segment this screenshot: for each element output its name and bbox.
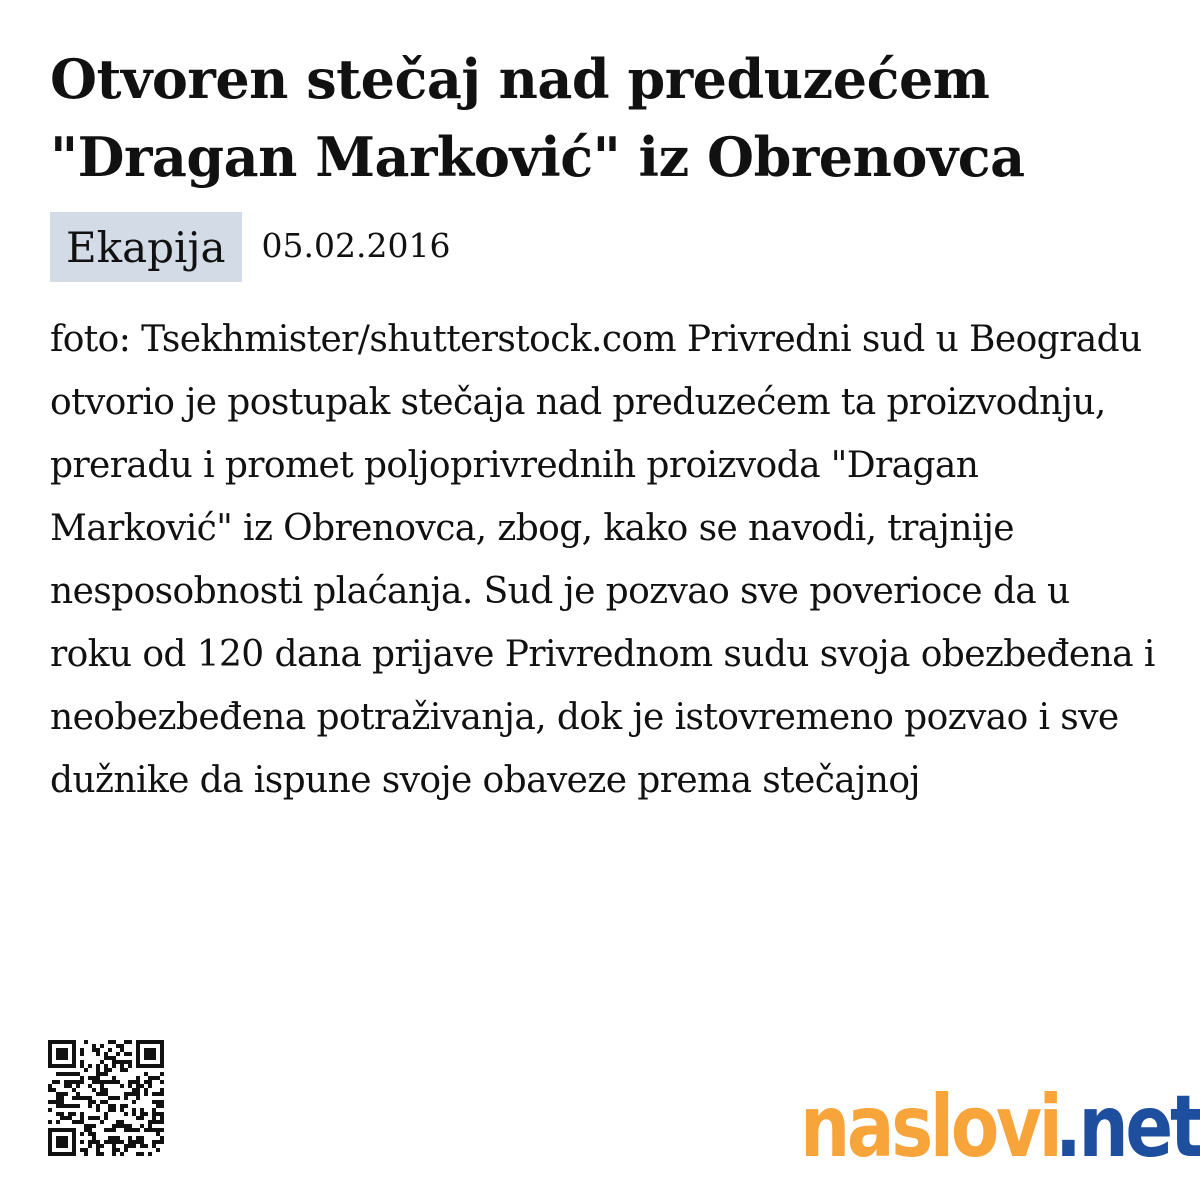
qr-module (112, 1124, 116, 1128)
qr-module (88, 1100, 92, 1104)
qr-module (128, 1084, 132, 1088)
qr-module (116, 1044, 120, 1048)
qr-module (160, 1136, 164, 1140)
qr-module (92, 1136, 96, 1140)
qr-module (128, 1144, 132, 1148)
qr-module (100, 1060, 104, 1064)
qr-module (156, 1148, 160, 1152)
qr-module (108, 1080, 112, 1084)
qr-module (64, 1072, 68, 1076)
qr-module (124, 1112, 128, 1116)
qr-module (128, 1092, 132, 1096)
qr-module (124, 1148, 128, 1152)
qr-module (60, 1100, 64, 1104)
qr-module (60, 1092, 64, 1096)
qr-module (140, 1108, 144, 1112)
qr-module (64, 1084, 68, 1088)
qr-module (60, 1096, 64, 1100)
qr-module (72, 1096, 76, 1100)
qr-module (124, 1060, 128, 1064)
qr-module (84, 1096, 88, 1100)
qr-module (56, 1100, 60, 1104)
qr-module (104, 1072, 108, 1076)
qr-module (148, 1120, 152, 1124)
qr-module (80, 1116, 84, 1120)
qr-module (68, 1112, 72, 1116)
qr-module (124, 1068, 128, 1072)
qr-module (140, 1144, 144, 1148)
qr-module (48, 1120, 52, 1124)
qr-module (108, 1108, 112, 1112)
qr-module (160, 1104, 164, 1108)
qr-module (100, 1084, 104, 1088)
qr-module (48, 1088, 52, 1092)
qr-module (80, 1048, 84, 1052)
qr-module (100, 1072, 104, 1076)
qr-module (76, 1104, 80, 1108)
qr-module (152, 1120, 156, 1124)
qr-module (160, 1088, 164, 1092)
qr-module (112, 1096, 116, 1100)
qr-module (88, 1104, 92, 1108)
source-badge[interactable]: Ekapija (50, 212, 242, 282)
qr-module (80, 1052, 84, 1056)
qr-module (160, 1100, 164, 1104)
article-meta (50, 212, 450, 282)
qr-module (136, 1140, 140, 1144)
qr-module (160, 1116, 164, 1120)
qr-module (56, 1096, 60, 1100)
qr-module (76, 1092, 80, 1096)
qr-module (152, 1100, 156, 1104)
qr-module (132, 1080, 136, 1084)
qr-module (104, 1068, 108, 1072)
qr-module (116, 1080, 120, 1084)
qr-module (132, 1100, 136, 1104)
qr-module (148, 1084, 152, 1088)
qr-module (56, 1092, 60, 1096)
qr-module (120, 1124, 124, 1128)
qr-module (128, 1080, 132, 1084)
qr-module (88, 1124, 92, 1128)
qr-module (96, 1140, 100, 1144)
qr-module (108, 1128, 112, 1132)
qr-module (152, 1144, 156, 1148)
qr-module (80, 1080, 84, 1084)
qr-module (104, 1064, 108, 1068)
qr-module (64, 1104, 68, 1108)
qr-module (156, 1120, 160, 1124)
qr-module (52, 1080, 56, 1084)
qr-module (68, 1084, 72, 1088)
qr-module (100, 1100, 104, 1104)
qr-module (156, 1076, 160, 1080)
qr-module (160, 1092, 164, 1096)
qr-module (132, 1144, 136, 1148)
qr-module (100, 1088, 104, 1092)
qr-module (116, 1096, 120, 1100)
naslovi-net-logo[interactable] (800, 1060, 1200, 1177)
qr-module (132, 1128, 136, 1132)
logo-text-naslovi: naslovi (800, 1077, 1060, 1177)
qr-module (112, 1148, 116, 1152)
qr-module (136, 1080, 140, 1084)
qr-module (160, 1140, 164, 1144)
qr-module (132, 1088, 136, 1092)
qr-module (120, 1140, 124, 1144)
qr-module (120, 1068, 124, 1072)
qr-module (108, 1048, 112, 1052)
qr-module (148, 1128, 152, 1132)
qr-module (144, 1112, 148, 1116)
qr-module (132, 1108, 136, 1112)
qr-module (144, 1088, 148, 1092)
qr-module (72, 1088, 76, 1092)
qr-module (132, 1140, 136, 1144)
qr-module (120, 1152, 124, 1156)
qr-module (140, 1084, 144, 1088)
qr-module (72, 1112, 76, 1116)
qr-module (88, 1132, 92, 1136)
qr-module (84, 1040, 88, 1044)
qr-module (88, 1076, 92, 1080)
qr-module (76, 1072, 80, 1076)
qr-module (84, 1068, 88, 1072)
qr-module (136, 1136, 140, 1140)
qr-module (112, 1144, 116, 1148)
qr-module (96, 1068, 100, 1072)
qr-module (156, 1128, 160, 1132)
qr-module (88, 1128, 92, 1132)
qr-module (92, 1076, 96, 1080)
qr-module (148, 1080, 152, 1084)
qr-module (112, 1104, 116, 1108)
publish-date: 05.02.2016 (261, 226, 451, 265)
qr-module (140, 1140, 144, 1144)
qr-module (148, 1076, 152, 1080)
qr-module (108, 1104, 112, 1108)
qr-module (52, 1100, 56, 1104)
qr-module (68, 1080, 72, 1084)
qr-module (108, 1040, 112, 1044)
qr-module (128, 1040, 132, 1044)
qr-module (116, 1120, 120, 1124)
qr-module (128, 1064, 132, 1068)
qr-module (60, 1072, 64, 1076)
qr-module (76, 1120, 80, 1124)
qr-code-icon (48, 1040, 164, 1156)
qr-module (152, 1128, 156, 1132)
qr-module (100, 1152, 104, 1156)
qr-module (112, 1056, 116, 1060)
qr-module (128, 1124, 132, 1128)
qr-module (108, 1056, 112, 1060)
qr-module (56, 1104, 60, 1108)
qr-module (124, 1092, 128, 1096)
qr-module (92, 1132, 96, 1136)
qr-module (112, 1040, 116, 1044)
qr-module (84, 1128, 88, 1132)
qr-module (60, 1116, 64, 1120)
qr-module (96, 1052, 100, 1056)
qr-module (104, 1080, 108, 1084)
qr-module (136, 1088, 140, 1092)
qr-module (68, 1104, 72, 1108)
qr-module (152, 1108, 156, 1112)
qr-module (88, 1096, 92, 1100)
qr-module (52, 1088, 56, 1092)
qr-module (88, 1116, 92, 1120)
qr-module (124, 1040, 128, 1044)
qr-module (92, 1116, 96, 1120)
qr-module (56, 1112, 60, 1116)
qr-module (156, 1092, 160, 1096)
qr-module (112, 1076, 116, 1080)
qr-module (160, 1120, 164, 1124)
qr-module (148, 1124, 152, 1128)
qr-module (136, 1092, 140, 1096)
qr-module (136, 1152, 140, 1156)
qr-module (124, 1128, 128, 1132)
qr-module (140, 1124, 144, 1128)
qr-module (136, 1084, 140, 1088)
qr-module (96, 1108, 100, 1112)
qr-module (88, 1144, 92, 1148)
qr-module (136, 1128, 140, 1132)
qr-module (80, 1140, 84, 1144)
qr-module (104, 1052, 108, 1056)
qr-module (84, 1148, 88, 1152)
qr-module (104, 1092, 108, 1096)
qr-module (88, 1084, 92, 1088)
qr-module (92, 1088, 96, 1092)
qr-module (140, 1152, 144, 1156)
qr-module (80, 1064, 84, 1068)
qr-module (96, 1104, 100, 1108)
qr-module (60, 1104, 64, 1108)
qr-module (80, 1060, 84, 1064)
article-body-text: foto: Tsekhmister/shutterstock.com Privredni sud u Beogradu otvorio je postupak stečaja nad preduzećem ta proizvodnju, preradu i promet poljoprivrednih proizvoda "Dragan Marković" iz Obrenovca, zbog, kako se navodi, trajnije nesposobnosti plaćanja. Sud je pozvao sve poverioce da u roku od 120 dana prijave Privrednom sudu svoja obezbeđena i neobezbeđena potraživanja, dok je istovremeno pozvao i sve dužnike da ispune svoje obaveze prema stečajnoj (50, 319, 1155, 801)
qr-module (128, 1060, 132, 1064)
qr-module (120, 1044, 124, 1048)
qr-module (156, 1100, 160, 1104)
qr-module (108, 1140, 112, 1144)
qr-module (132, 1092, 136, 1096)
qr-module (116, 1060, 120, 1064)
qr-module (68, 1116, 72, 1120)
qr-module (100, 1120, 104, 1124)
qr-module (104, 1140, 108, 1144)
qr-module (120, 1048, 124, 1052)
qr-module (140, 1116, 144, 1120)
qr-module (92, 1100, 96, 1104)
qr-module (124, 1124, 128, 1128)
qr-module (120, 1064, 124, 1068)
qr-module (48, 1108, 52, 1112)
qr-module (104, 1088, 108, 1092)
qr-module (156, 1132, 160, 1136)
qr-module (96, 1092, 100, 1096)
qr-module (92, 1080, 96, 1084)
qr-module (108, 1068, 112, 1072)
qr-module (88, 1140, 92, 1144)
qr-module (48, 1100, 52, 1104)
qr-module (72, 1120, 76, 1124)
article-title: Otvoren stečaj nad preduzećem "Dragan Marković" iz Obrenovca (50, 47, 1025, 189)
qr-module (92, 1048, 96, 1052)
qr-module (72, 1072, 76, 1076)
qr-module (120, 1084, 124, 1088)
qr-module (120, 1060, 124, 1064)
qr-module (120, 1108, 124, 1112)
qr-module (68, 1072, 72, 1076)
qr-module (80, 1096, 84, 1100)
qr-module (100, 1092, 104, 1096)
qr-module (104, 1100, 108, 1104)
qr-module (56, 1080, 60, 1084)
qr-module (96, 1072, 100, 1076)
qr-module (124, 1104, 128, 1108)
qr-module (156, 1140, 160, 1144)
qr-module (128, 1140, 132, 1144)
qr-module (104, 1056, 108, 1060)
qr-module (136, 1096, 140, 1100)
qr-module (152, 1092, 156, 1096)
qr-module (76, 1080, 80, 1084)
qr-module (152, 1140, 156, 1144)
qr-module (140, 1112, 144, 1116)
qr-module (120, 1120, 124, 1124)
qr-module (76, 1096, 80, 1100)
qr-module (120, 1104, 124, 1108)
qr-module (156, 1104, 160, 1108)
qr-module (152, 1116, 156, 1120)
qr-module (116, 1136, 120, 1140)
qr-module (104, 1116, 108, 1120)
qr-module (144, 1092, 148, 1096)
qr-module (124, 1096, 128, 1100)
qr-module (152, 1076, 156, 1080)
qr-module (80, 1132, 84, 1136)
qr-module (100, 1044, 104, 1048)
qr-module (72, 1104, 76, 1108)
qr-module (80, 1076, 84, 1080)
qr-module (144, 1128, 148, 1132)
qr-module (100, 1080, 104, 1084)
qr-module (128, 1128, 132, 1132)
qr-module (56, 1120, 60, 1124)
qr-module (112, 1064, 116, 1068)
qr-module (80, 1120, 84, 1124)
text-fade-overlay (50, 803, 1160, 873)
qr-module (132, 1112, 136, 1116)
qr-module (56, 1072, 60, 1076)
qr-module (116, 1140, 120, 1144)
qr-module (88, 1064, 92, 1068)
qr-module (92, 1140, 96, 1144)
qr-module (100, 1144, 104, 1148)
qr-module (96, 1048, 100, 1052)
qr-module (84, 1152, 88, 1156)
qr-module (128, 1052, 132, 1056)
qr-module (116, 1052, 120, 1056)
qr-module (160, 1072, 164, 1076)
qr-module (64, 1080, 68, 1084)
qr-module (104, 1128, 108, 1132)
qr-module (160, 1080, 164, 1084)
qr-module (116, 1148, 120, 1152)
qr-module (72, 1080, 76, 1084)
qr-module (112, 1136, 116, 1140)
qr-module (144, 1080, 148, 1084)
qr-module (112, 1060, 116, 1064)
qr-module (96, 1076, 100, 1080)
qr-module (96, 1148, 100, 1152)
qr-module (112, 1080, 116, 1084)
qr-module (76, 1084, 80, 1088)
article-body (50, 308, 1160, 873)
qr-module (116, 1124, 120, 1128)
qr-module (96, 1064, 100, 1068)
qr-module (160, 1128, 164, 1132)
qr-module (64, 1116, 68, 1120)
qr-module (108, 1096, 112, 1100)
qr-module (60, 1112, 64, 1116)
qr-module (136, 1116, 140, 1120)
qr-module (124, 1052, 128, 1056)
qr-module (112, 1152, 116, 1156)
qr-module (92, 1044, 96, 1048)
qr-module (108, 1136, 112, 1140)
qr-module (96, 1116, 100, 1120)
qr-module (96, 1144, 100, 1148)
qr-module (80, 1148, 84, 1152)
qr-module (112, 1108, 116, 1112)
qr-module (112, 1128, 116, 1132)
qr-module (156, 1112, 160, 1116)
qr-module (148, 1152, 152, 1156)
qr-module (144, 1144, 148, 1148)
qr-module (92, 1124, 96, 1128)
logo-text-net: .net (1054, 1077, 1200, 1177)
qr-module (160, 1112, 164, 1116)
qr-module (144, 1072, 148, 1076)
qr-module (80, 1112, 84, 1116)
qr-module (112, 1140, 116, 1144)
qr-module (152, 1112, 156, 1116)
qr-module (104, 1112, 108, 1116)
qr-module (128, 1136, 132, 1140)
qr-module (140, 1136, 144, 1140)
qr-module (136, 1076, 140, 1080)
qr-module (96, 1080, 100, 1084)
qr-module (64, 1092, 68, 1096)
qr-module (96, 1152, 100, 1156)
qr-module (84, 1124, 88, 1128)
qr-module (48, 1084, 52, 1088)
qr-module (124, 1144, 128, 1148)
